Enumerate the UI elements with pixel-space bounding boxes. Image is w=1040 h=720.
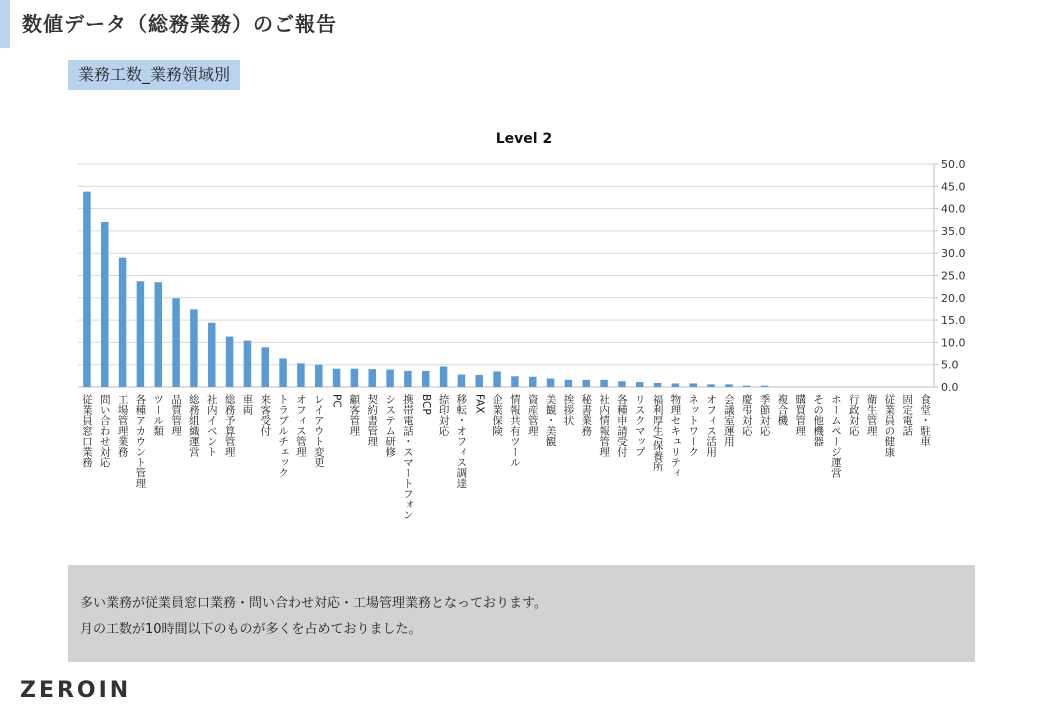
summary-box <box>68 565 975 662</box>
bar <box>565 380 572 387</box>
bar <box>547 379 554 387</box>
x-tick-label: 総務予算管理 <box>223 394 236 457</box>
bar <box>101 222 108 387</box>
y-tick-label: 15.0 <box>941 314 966 328</box>
x-tick-label: 資産管理 <box>526 394 539 436</box>
x-tick-label: ツール類 <box>152 394 165 436</box>
x-tick-label: 問い合わせ対応 <box>98 394 111 468</box>
bar <box>190 309 197 387</box>
x-tick-label: 企業保険 <box>491 394 504 436</box>
bar <box>422 371 429 387</box>
chart-title: Level 2 <box>495 131 553 147</box>
x-tick-label: 契約書管理 <box>366 394 379 447</box>
x-tick-label: トラブルチェック <box>277 394 290 478</box>
x-tick-label: 従業員窓口業務 <box>80 394 93 468</box>
bar <box>743 386 750 387</box>
x-tick-label: 挨拶状 <box>562 394 575 426</box>
x-tick-label: ネットワーク <box>687 394 700 457</box>
y-tick-label: 50.0 <box>941 158 966 171</box>
bar <box>636 382 643 387</box>
bar <box>208 323 215 387</box>
bar <box>493 371 500 387</box>
x-tick-label: 社内イベント <box>205 394 218 457</box>
x-tick-label: 購買管理 <box>794 394 807 436</box>
y-tick-label: 20.0 <box>941 291 966 305</box>
x-tick-label: 会議室運用 <box>722 394 735 447</box>
x-tick-label: オフィス活用 <box>705 394 718 457</box>
x-tick-label: 行政対応 <box>847 394 860 436</box>
x-tick-label: 移転・オフィス調達 <box>455 394 468 489</box>
bar <box>83 192 90 387</box>
bar <box>404 371 411 387</box>
bar <box>583 380 590 387</box>
x-tick-label: 衛生管理 <box>865 394 878 436</box>
bar <box>440 366 447 387</box>
bar <box>529 377 536 387</box>
bar <box>511 376 518 387</box>
x-tick-label: ホームページ運営 <box>829 394 842 478</box>
x-tick-label: 食堂・駐車 <box>919 394 932 447</box>
x-tick-label: PC <box>330 394 343 408</box>
x-tick-label: 工場管理業務 <box>116 394 129 457</box>
y-tick-label: 0.0 <box>941 381 959 394</box>
bar <box>279 358 286 387</box>
x-tick-label: オフィス管理 <box>294 394 307 457</box>
x-tick-label: 秘書業務 <box>580 394 593 436</box>
x-tick-label: 顧客管理 <box>348 394 361 436</box>
bar <box>600 380 607 387</box>
chart-x-axis <box>81 393 931 520</box>
x-tick-label: システム研修 <box>384 394 397 457</box>
bar <box>386 370 393 387</box>
bar <box>369 369 376 387</box>
bar <box>707 384 714 387</box>
chart-bars <box>83 192 768 387</box>
summary-line-1: 多い業務が従業員窓口業務・問い合わせ対応・工場管理業務となっております。 <box>80 596 547 611</box>
x-tick-label: 固定電話 <box>901 394 914 436</box>
x-tick-label: リスクマップ <box>633 394 646 457</box>
x-tick-label: 社内情報管理 <box>598 394 611 457</box>
x-tick-label: 各種申請受付 <box>615 394 628 457</box>
title-accent-bar <box>0 0 10 48</box>
x-tick-label: 物理セキュリティ <box>669 394 682 478</box>
bar <box>761 386 768 387</box>
x-tick-label: 情報共有ツール <box>508 394 521 468</box>
y-tick-label: 40.0 <box>941 202 966 216</box>
x-tick-label: 来客受付 <box>259 394 272 436</box>
bar <box>297 363 304 387</box>
bar <box>155 282 162 387</box>
bar <box>119 258 126 387</box>
x-tick-label: 総務組織運営 <box>187 394 200 457</box>
bar <box>725 384 732 387</box>
x-tick-label: 複合機 <box>776 394 789 426</box>
brand-logo: ZEROIN <box>20 678 132 703</box>
chart-gridlines <box>78 164 934 387</box>
bar <box>476 375 483 387</box>
x-tick-label: 慶弔対応 <box>740 394 753 436</box>
bar <box>137 281 144 387</box>
x-tick-label: レイアウト変更 <box>312 394 325 468</box>
bar <box>315 365 322 387</box>
x-tick-label: 携帯電話・スマートフォン <box>401 394 414 520</box>
bar <box>351 369 358 387</box>
y-tick-label: 10.0 <box>941 336 966 350</box>
y-tick-label: 30.0 <box>941 247 966 261</box>
bar <box>172 298 179 387</box>
y-tick-label: 5.0 <box>941 358 959 372</box>
bar <box>618 381 625 387</box>
bar <box>333 369 340 387</box>
y-tick-label: 45.0 <box>941 180 966 194</box>
x-tick-label: 美観・美観 <box>544 394 557 447</box>
x-tick-label: 品質管理 <box>170 394 183 436</box>
bar <box>672 383 679 387</box>
x-tick-label: FAX <box>473 394 486 414</box>
summary-line-2: 月の工数が10時間以下のものが多くを占めておりました。 <box>80 622 422 637</box>
x-tick-label: 福利厚生/保養所 <box>651 394 664 472</box>
bar-chart <box>0 118 1040 568</box>
x-tick-label: BCP <box>419 394 432 415</box>
x-tick-label: 季節対応 <box>758 394 771 436</box>
y-tick-label: 35.0 <box>941 224 966 238</box>
bar <box>690 383 697 387</box>
x-tick-label: 捺印対応 <box>437 394 450 436</box>
section-label: 業務工数_業務領域別 <box>68 60 240 90</box>
page-title: 数値データ（総務業務）のご報告 <box>22 12 337 36</box>
chart-y-axis <box>934 158 966 394</box>
bar <box>244 341 251 387</box>
bar <box>458 375 465 387</box>
y-tick-label: 25.0 <box>941 269 966 283</box>
bar <box>226 337 233 387</box>
x-tick-label: 従業員の健康 <box>883 394 896 457</box>
x-tick-label: 車両 <box>241 394 254 415</box>
x-tick-label: 各種アカウント管理 <box>134 394 147 489</box>
bar <box>654 383 661 387</box>
bar <box>262 347 269 387</box>
x-tick-label: その他機器 <box>812 394 825 447</box>
